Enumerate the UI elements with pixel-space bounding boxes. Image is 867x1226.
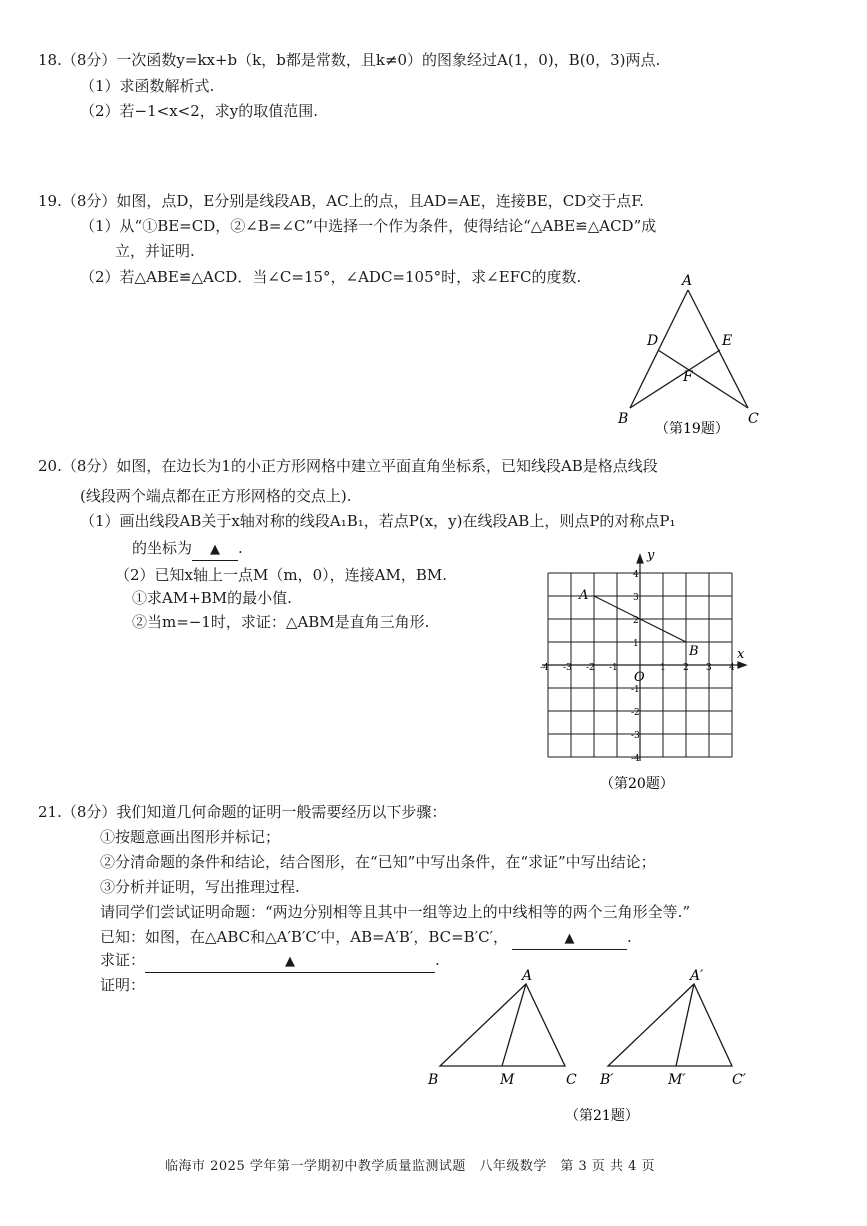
page-footer: 临海市 2025 学年第一学期初中教学质量监测试题 八年级数学 第 3 页 共 4 页 bbox=[165, 1159, 656, 1174]
q19-side-ab bbox=[630, 290, 688, 408]
q21-label-a: A bbox=[522, 968, 533, 984]
q19-title: 19.（8分）如图，点D，E分别是线段AB，AC上的点，且AD=AE，连接BE，CD交于点F. bbox=[38, 192, 645, 210]
x-tick-label: 2 bbox=[683, 663, 689, 673]
q19-label-f: F bbox=[683, 369, 693, 385]
q21-prove-end: . bbox=[435, 951, 440, 969]
q20-part2b: ②当m=−1时，求证：△ABM是直角三角形. bbox=[132, 613, 430, 631]
q21-label-c-prime: C′ bbox=[732, 1072, 746, 1088]
q21-proof-label: 证明： bbox=[100, 976, 146, 994]
q19-part2: （2）若△ABE≌△ACD．当∠C=15°，∠ADC=105°时，求∠EFC的度数. bbox=[80, 268, 582, 286]
x-tick-label: 4 bbox=[729, 663, 735, 673]
q21-label-m: M bbox=[500, 1072, 515, 1088]
q19-label-a: A bbox=[682, 273, 693, 289]
q20-x-axis-label: x bbox=[737, 647, 745, 662]
q20-sub: (线段两个端点都在正方形网格的交点上). bbox=[80, 487, 352, 505]
x-tick-label: -1 bbox=[609, 663, 618, 673]
q21-label-b: B bbox=[428, 1072, 439, 1088]
x-tick-label: 1 bbox=[660, 663, 666, 673]
q19-label-d: D bbox=[647, 333, 659, 349]
y-axis-arrow bbox=[637, 555, 643, 563]
q21-triangle-abc bbox=[440, 984, 565, 1066]
q21-given-blank[interactable]: ▲ bbox=[512, 929, 627, 950]
q20-title: 20.（8分）如图，在边长为1的小正方形网格中建立平面直角坐标系，已知线段AB是格点线段 bbox=[38, 457, 658, 475]
q21-figure bbox=[420, 962, 765, 1132]
q20-grid-figure bbox=[540, 545, 755, 800]
q18-part2: （2）若−1<x<2，求y的取值范围. bbox=[80, 102, 319, 120]
q21-step1: ①按题意画出图形并标记； bbox=[100, 828, 281, 846]
q19-segment-be bbox=[630, 350, 720, 408]
q21-prove-blank[interactable]: ▲ bbox=[145, 952, 435, 973]
x-tick-label: 3 bbox=[706, 663, 712, 673]
q21-step3: ③分析并证明，写出推理过程. bbox=[100, 878, 300, 896]
q20-part1b-text: 的坐标为 bbox=[132, 539, 193, 557]
q20-part1a: （1）画出线段AB关于x轴对称的线段A₁B₁，若点P(x，y)在线段AB上，则点P的对称点P₁ bbox=[80, 512, 676, 530]
y-tick-label: -3 bbox=[631, 731, 640, 741]
q20-y-axis-label: y bbox=[647, 548, 655, 563]
q21-label-m-prime: M′ bbox=[668, 1072, 686, 1088]
q21-prove bbox=[100, 950, 440, 973]
q20-part1b-end: . bbox=[238, 539, 243, 557]
y-tick-label: -2 bbox=[631, 708, 640, 718]
y-tick-label: -4 bbox=[631, 754, 640, 764]
q20-part1b bbox=[132, 538, 243, 561]
q20-label-a: A bbox=[579, 588, 589, 603]
q19-label-b: B bbox=[618, 411, 629, 427]
q21-label-a-prime: A′ bbox=[690, 968, 704, 984]
q21-proposition: 请同学们尝试证明命题：“两边分别相等且其中一组等边上的中线相等的两个三角形全等.” bbox=[100, 903, 691, 921]
q20-part2a: ①求AM+BM的最小值. bbox=[132, 589, 292, 607]
q19-side-ac bbox=[688, 290, 748, 408]
q18-title: 18.（8分）一次函数y=kx+b（k，b都是常数，且k≠0）的图象经过A(1，0)，B(0，3)两点. bbox=[38, 51, 661, 69]
q20-part2: （2）已知x轴上一点M（m，0），连接AM，BM. bbox=[115, 566, 447, 584]
x-axis-arrow bbox=[738, 662, 746, 668]
q21-label-c: C bbox=[566, 1072, 577, 1088]
q20-origin-label: O bbox=[634, 670, 645, 685]
y-tick-label: 3 bbox=[633, 593, 639, 603]
q21-label-b-prime: B′ bbox=[600, 1072, 614, 1088]
y-tick-label: 4 bbox=[633, 570, 639, 580]
y-tick-label: 1 bbox=[633, 639, 639, 649]
q21-triangle-a2b2c2 bbox=[608, 984, 732, 1066]
q19-label-c: C bbox=[748, 411, 759, 427]
q19-caption: （第19题） bbox=[655, 421, 729, 437]
q19-label-e: E bbox=[722, 333, 733, 349]
q21-caption: （第21题） bbox=[565, 1108, 639, 1124]
x-tick-label: -4 bbox=[540, 663, 549, 673]
q21-given bbox=[100, 927, 632, 950]
x-tick-label: -2 bbox=[586, 663, 595, 673]
q19-part1b: 立，并证明. bbox=[115, 242, 195, 260]
q21-median-a2m2 bbox=[676, 984, 694, 1066]
q20-label-b: B bbox=[689, 644, 699, 659]
q19-segment-cd bbox=[658, 350, 748, 408]
q20-answer-blank[interactable]: ▲ bbox=[192, 540, 238, 561]
q21-given-text: 已知：如图，在△ABC和△A′B′C′中，AB=A′B′，BC=B′C′， bbox=[100, 928, 508, 946]
q19-figure bbox=[605, 268, 775, 443]
q21-prove-label: 求证： bbox=[100, 951, 146, 969]
q19-part1a: （1）从“①BE=CD，②∠B=∠C”中选择一个作为条件，使得结论“△ABE≌△ACD”成 bbox=[80, 217, 657, 235]
y-tick-label: -1 bbox=[631, 685, 640, 695]
q18-part1: （1）求函数解析式. bbox=[80, 77, 215, 95]
q21-step2: ②分清命题的条件和结论，结合图形，在“已知”中写出条件，在“求证”中写出结论； bbox=[100, 853, 656, 871]
y-tick-label: 2 bbox=[633, 616, 639, 626]
q21-title: 21.（8分）我们知道几何命题的证明一般需要经历以下步骤： bbox=[38, 803, 447, 821]
x-tick-label: -3 bbox=[563, 663, 572, 673]
q20-caption: （第20题） bbox=[600, 776, 674, 792]
q21-given-end: . bbox=[626, 928, 632, 946]
